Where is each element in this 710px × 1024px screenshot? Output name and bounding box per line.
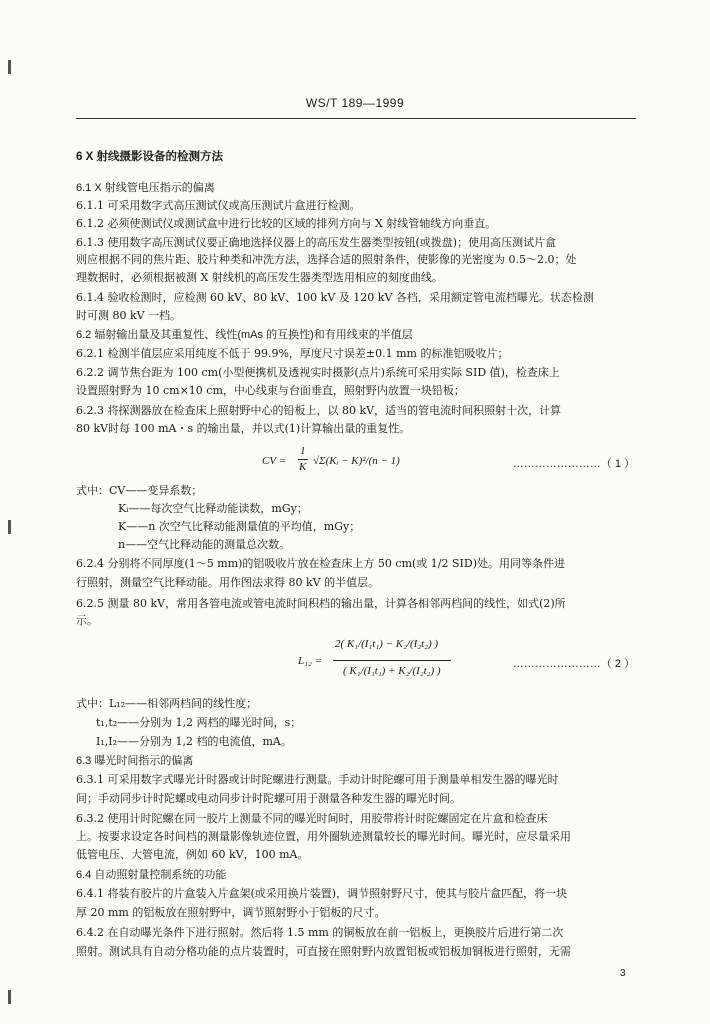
section-6-1-title: 6.1 X 射线管电压指示的偏离 (76, 182, 215, 194)
clause-6-1-2: 6.1.2 必须使测试仪或测试盒中进行比较的区域的排列方向与 X 射线管轴线方向垂直。 (76, 217, 497, 230)
clause-6-2-3-line1: 6.2.3 将探测器放在检查床上照射野中心的铅板上，以 80 kV，适当的管电流时间积照射十次，计算 (76, 404, 562, 417)
clause-6-4-2-line1: 6.4.2 在自动曝光条件下进行照射。然后将 1.5 mm 的铜板放在前一铝板上，更换胶片后进行第二次 (76, 926, 564, 939)
formula-1-where-1: 式中：CV——变异系数； (76, 484, 203, 497)
clause-6-2-3-line2: 80 kV时每 100 mA・s 的输出量，并以式(1)计算输出量的重复性。 (76, 422, 411, 435)
clause-6-1-4-line2: 时可测 80 kV 一档。 (76, 309, 182, 322)
header-rule (76, 118, 636, 119)
section-6-3-title: 6.3 曝光时间指示的偏离 (76, 755, 194, 767)
clause-6-3-2-line3: 低管电压、大管电流，例如 60 kV，100 mA。 (76, 848, 309, 861)
formula-1-numerator: 1 (300, 445, 306, 457)
formula-2-lhs: L₁₂ = (298, 655, 322, 667)
formula-2-fraction-bar (333, 660, 451, 661)
formula-1-denominator: K (299, 461, 307, 473)
page-number: 3 (620, 968, 626, 979)
clause-6-3-2-line1: 6.3.2 使用计时陀螺在同一胶片上测量不同的曝光时间时，用胶带将计时陀螺固定在片盒和检查床 (76, 812, 548, 825)
section-6-title: 6 X 射线摄影设备的检测方法 (76, 151, 223, 163)
clause-6-3-2-line2: 上。按要求设定各时间档的测量影像轨迹位置，用外圈轨迹测量较长的曝光时间。曝光时，应尽量采用 (76, 830, 571, 843)
clause-6-4-1-line1: 6.4.1 将装有胶片的片盒装入片盒架(或采用换片装置)，调节照射野尺寸，使其与胶片盒匹配，将一块 (76, 887, 568, 900)
clause-6-2-4-line1: 6.2.4 分别将不同厚度(1～5 mm)的铝吸收片放在检查床上方 50 cm(或 1/2 SID)处。用同等条件进 (76, 557, 565, 570)
clause-6-3-1-line1: 6.3.1 可采用数字式曝光计时器或计时陀螺进行测量。手动计时陀螺可用于测量单相发生器的曝光时 (76, 773, 559, 786)
formula-2-where-2: t₁,t₂——分别为 1,2 两档的曝光时间，s； (96, 716, 302, 729)
clause-6-2-1: 6.2.1 检测半值层应采用纯度不低于 99.9%，厚度尺寸误差±0.1 mm 的标准铝吸收片； (76, 347, 509, 360)
clause-6-4-1-line2: 厚 20 mm 的铝板放在照射野中，调节照射野小于铝板的尺寸。 (76, 906, 386, 919)
formula-1-where-2: Kᵢ——每次空气比释动能读数，mGy； (118, 502, 308, 515)
clause-6-2-5-line1: 6.2.5 测量 80 kV，常用各管电流或管电流时间积档的输出量，计算各相邻两档间的线性，如式(2)所 (76, 597, 566, 610)
section-6-4-title: 6.4 自动照射量控制系统的功能 (76, 869, 227, 881)
formula-1-where-4: n——空气比释动能的测量总次数。 (118, 538, 291, 551)
formula-2-denominator: ( K₁/(I₁t₁) + K₂/(I₂t₂) ) (343, 665, 441, 677)
formula-1-number: ……………………（ 1 ） (512, 458, 635, 470)
clause-6-2-2-line2: 设置照射野为 10 cm×10 cm，中心线束与台面垂直，照射野内放置一块铅板； (76, 384, 465, 397)
clause-6-2-4-line2: 行照射，测量空气比释动能。用作图法求得 80 kV 的半值层。 (76, 576, 380, 589)
formula-1-root: √Σ(Kᵢ − K)²/(n − 1) (313, 455, 400, 467)
formula-2-numerator: 2( K₁/(I₁t₁) − K₂/(I₂t₂) ) (335, 638, 439, 650)
formula-1-fraction-bar (298, 459, 308, 460)
section-6-2-title: 6.2 辐射输出量及其重复性、线性(mAs 的互换性)和有用线束的半值层 (76, 329, 413, 341)
formula-2-number: ……………………（ 2 ） (512, 658, 635, 670)
clause-6-2-2-line1: 6.2.2 调节焦台距为 100 cm(小型便携机及透视实时摄影(点片)系统可采用实际 SID 值)，检查床上 (76, 366, 560, 379)
binding-mark (8, 990, 11, 1004)
clause-6-1-3-line2: 则应根据不同的焦片距、胶片种类和冲洗方法，选择合适的照射条件，使影像的光密度为 0.5～2.0；处 (76, 253, 577, 266)
binding-mark (8, 520, 11, 534)
clause-6-1-1: 6.1.1 可采用数字式高压测试仪或高压测试片盒进行检测。 (76, 199, 361, 212)
binding-mark (8, 60, 11, 74)
clause-6-1-4-line1: 6.1.4 验收检测时，应检测 60 kV、80 kV、100 kV 及 120 kV 各档，采用额定管电流档曝光。状态检测 (76, 291, 594, 304)
clause-6-4-2-line2: 照射。测试具有自动分格功能的点片装置时，可直接在照射野内放置铝板或铝板加铜板进行照射，无需 (76, 945, 571, 958)
formula-1-where-3: K——n 次空气比释动能测量值的平均值，mGy； (118, 520, 361, 533)
formula-1-lhs: CV = (262, 455, 287, 467)
clause-6-1-3-line3: 理数据时，必须根据被测 X 射线机的高压发生器类型选用相应的刻度曲线。 (76, 271, 443, 284)
standard-code: WS/T 189—1999 (305, 96, 405, 110)
formula-2-where-1: 式中：L₁₂——相邻两档间的线性度； (76, 697, 258, 710)
formula-2-where-3: I₁,I₂——分别为 1,2 档的电流值，mA。 (96, 735, 292, 748)
clause-6-3-1-line2: 间；手动同步计时陀螺或电动同步计时陀螺可用于测量各种发生器的曝光时间。 (76, 792, 461, 805)
clause-6-2-5-line2: 示。 (76, 614, 98, 627)
clause-6-1-3-line1: 6.1.3 使用数字高压测试仪要正确地选择仪器上的高压发生器类型按钮(或拨盘)；使用高压测试片盒 (76, 236, 557, 249)
